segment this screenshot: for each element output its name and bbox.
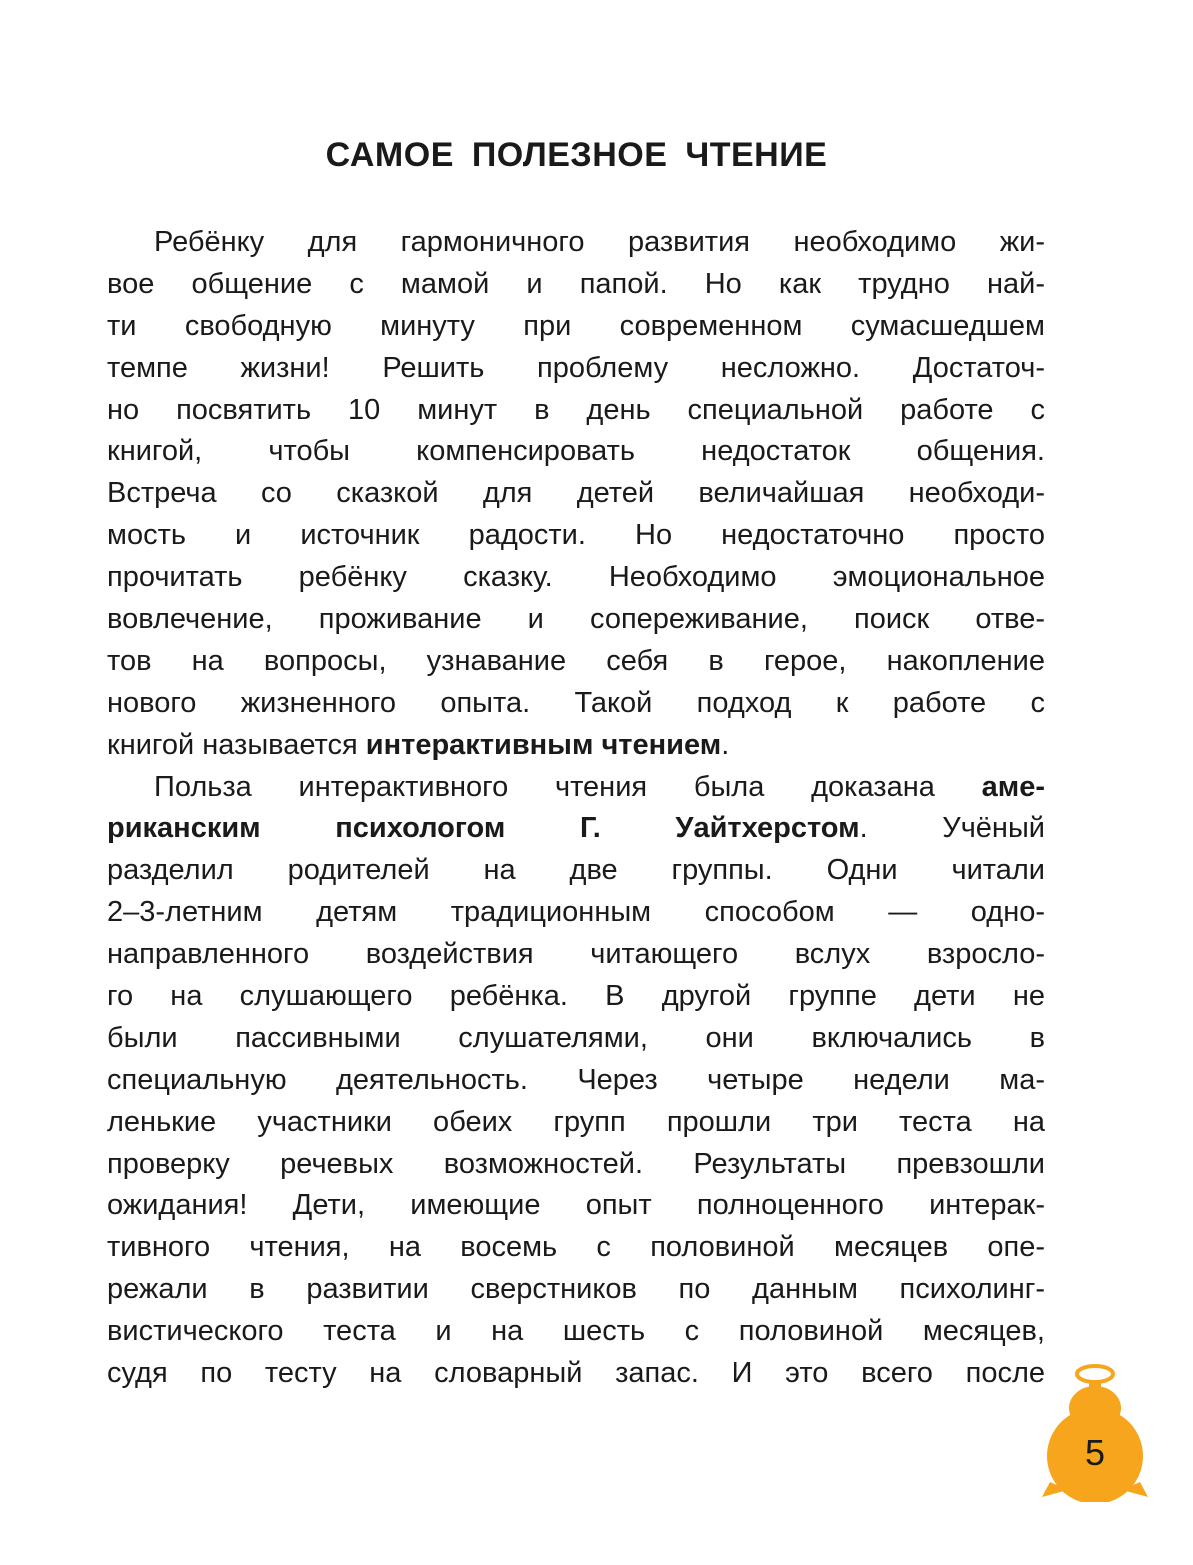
text-line [107,1185,1045,1227]
text-run: книгой, чтобы компенсировать недостаток общения. [107,435,1045,468]
text-line [107,850,1045,892]
text-run: Встреча со сказкой для детей величайшая необходи- [107,477,1045,510]
text-run: направленного воздействия читающего вслух взросло- [107,938,1045,971]
text-line [107,264,1045,306]
text-run: темпе жизни! Решить проблему несложно. Достаточ- [107,351,1045,384]
text-run: . [721,728,730,761]
text-run: были пассивными слушателями, они включались в [107,1021,1045,1054]
text-line [107,473,1045,515]
text-run: ленькие участники обеих групп прошли три теста на [107,1105,1045,1138]
text-line [107,515,1045,557]
text-run: специальную деятельность. Через четыре недели ма- [107,1063,1045,1096]
text-line [107,683,1045,725]
text-line [107,1060,1045,1102]
text-run: нового жизненного опыта. Такой подход к работе с [107,686,1045,719]
text-run: мость и источник радости. Но недостаточно просто [107,519,1045,552]
text-line [107,1144,1045,1186]
text-line [107,1269,1045,1311]
text-line [107,976,1045,1018]
text-run: ти свободную минуту при современном сумасшедшем [107,309,1045,342]
text-run: но посвятить 10 минут в день специальной работе с [107,393,1045,426]
text-run: . Учёный [859,812,1045,845]
text-line [107,1311,1045,1353]
text-line [107,599,1045,641]
text-run: тов на вопросы, узнавание себя в герое, накопление [107,644,1045,677]
text-line [107,767,1045,809]
bold-text: интерактивным чтением [365,728,722,761]
text-run: Ребёнку для гармоничного развития необходимо жи- [154,226,1045,258]
text-run: вистического теста и на шесть с половиной месяцев, [107,1315,1045,1348]
text-line [107,1353,1045,1395]
clock-handle-ring [1077,1366,1113,1382]
text-run: режали в развитии сверстников по данным психолинг- [107,1273,1045,1306]
text-line [107,641,1045,683]
text-run: вое общение с мамой и папой. Но как трудно най- [107,267,1045,300]
page-title: САМОЕ ПОЛЕЗНОЕ ЧТЕНИЕ [325,136,828,174]
bold-text: аме- [981,770,1045,803]
text-line [107,390,1045,432]
text-run: судя по тесту на словарный запас. И это всего после [107,1357,1045,1390]
text-line [107,892,1045,934]
bold-text: риканским психологом Г. Уайтхерстом [107,812,860,845]
text-run: проверку речевых возможностей. Результаты превзошли [107,1147,1045,1180]
text-run: разделил родителей на две группы. Одни читали [107,854,1045,887]
text-run: прочитать ребёнку сказку. Необходимо эмоциональное [107,561,1045,594]
text-line [107,306,1045,348]
text-line [107,222,1045,264]
text-run: вовлечение, проживание и сопереживание, поиск отве- [107,603,1045,636]
text-run: 2–3-летним детям традиционным способом — одно- [107,896,1045,929]
text-line [107,1018,1045,1060]
text-run: ожидания! Дети, имеющие опыт полноценного интерак- [107,1189,1045,1222]
text-run: книгой называется [107,728,366,761]
body-text [107,222,1045,1395]
text-line [107,431,1045,473]
text-run: Польза интерактивного чтения была доказана [154,770,982,803]
text-line [107,557,1045,599]
text-line [107,725,1045,767]
text-line [107,1102,1045,1144]
text-line [107,808,1045,850]
page-number: 5 [1084,1432,1106,1473]
text-line [107,1227,1045,1269]
text-line [107,348,1045,390]
text-run: го на слушающего ребёнка. В другой группе дети не [107,980,1045,1013]
text-run: тивного чтения, на восемь с половиной месяцев опе- [107,1231,1045,1264]
text-line [107,934,1045,976]
